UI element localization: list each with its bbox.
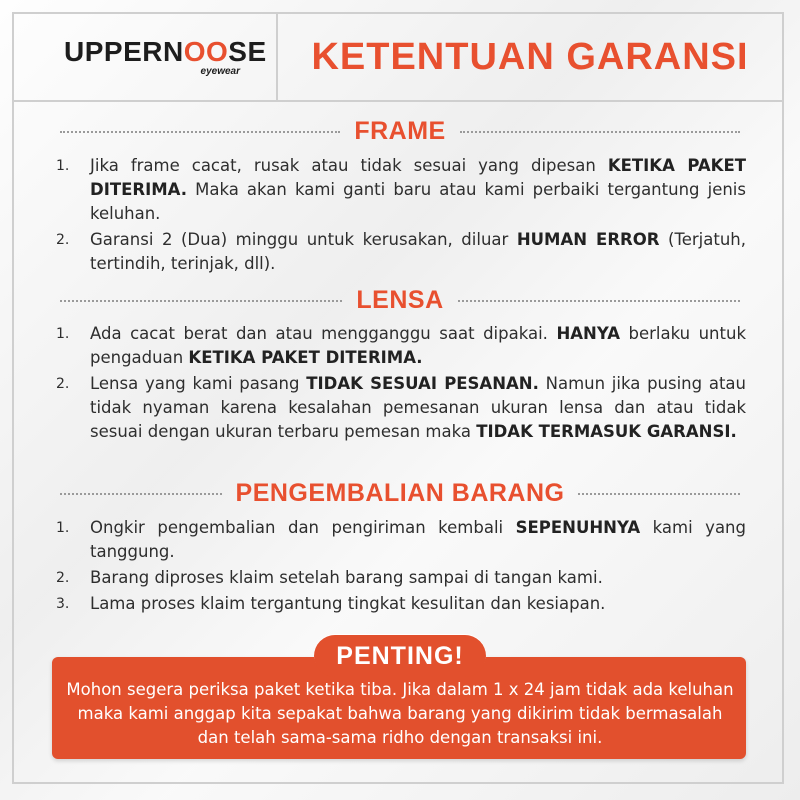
dotted-divider xyxy=(60,493,222,495)
list-item: 2. Barang diproses klaim setelah barang sampai di tangan kami. xyxy=(56,568,603,587)
list-item: 2. Lensa yang kami pasang TIDAK SESUAI PESANAN. Namun jika pusing atau tidak nyaman karena kesalahan pemesanan ukuran lensa dan atau tidak sesuai dengan ukuran terbaru pemesan maka TIDAK TERMASUK GARANSI. xyxy=(56,374,746,441)
list-item: 3. Lama proses klaim tergantung tingkat kesulitan dan kesiapan. xyxy=(56,594,606,613)
important-text: Mohon segera periksa paket ketika tiba. Jika dalam 1 x 24 jam tidak ada keluhan maka kami anggap kita sepakat bahwa barang yang dikirim tidak bermasalah dan telah sama-sama ridho dengan transaksi ini. xyxy=(66,680,734,747)
dotted-divider xyxy=(60,300,342,302)
important-label: PENTING! xyxy=(314,635,486,677)
header xyxy=(14,14,782,102)
logo-glasses-icon: OO xyxy=(183,36,229,67)
section-heading-lensa xyxy=(60,286,740,314)
section-title: PENGEMBALIAN BARANG xyxy=(235,478,565,507)
list-item: 2. Garansi 2 (Dua) minggu untuk kerusakan, diluar HUMAN ERROR (Terjatuh, tertindih, terinjak, dll). xyxy=(56,230,746,273)
section-title: FRAME xyxy=(354,116,446,145)
logo-wordmark: UPPERNOOSE xyxy=(64,36,267,67)
list-item: 1. Jika frame cacat, rusak atau tidak sesuai yang dipesan KETIKA PAKET DITERIMA. Maka akan kami ganti baru atau kami perbaiki tergantung jenis keluhan. xyxy=(56,156,746,223)
list-item: 1. Ongkir pengembalian dan pengiriman kembali SEPENUHNYA kami yang tanggung. xyxy=(56,518,746,561)
list-item: 1. Ada cacat berat dan atau mengganggu saat dipakai. HANYA berlaku untuk pengaduan KETIKA PAKET DITERIMA. xyxy=(56,324,746,367)
dotted-divider xyxy=(458,300,740,302)
dotted-divider xyxy=(460,131,740,133)
dotted-divider xyxy=(60,131,340,133)
frame-list xyxy=(56,154,746,278)
brand-logo xyxy=(64,36,267,82)
page-title: KETENTUAN GARANSI xyxy=(311,35,749,78)
section-heading-pengembalian xyxy=(60,479,740,507)
pengembalian-list xyxy=(56,516,746,618)
section-heading-frame xyxy=(60,117,740,145)
section-title: LENSA xyxy=(356,285,444,314)
dotted-divider xyxy=(578,493,740,495)
lensa-list xyxy=(56,322,746,446)
logo-subtitle: eyewear xyxy=(200,66,240,77)
